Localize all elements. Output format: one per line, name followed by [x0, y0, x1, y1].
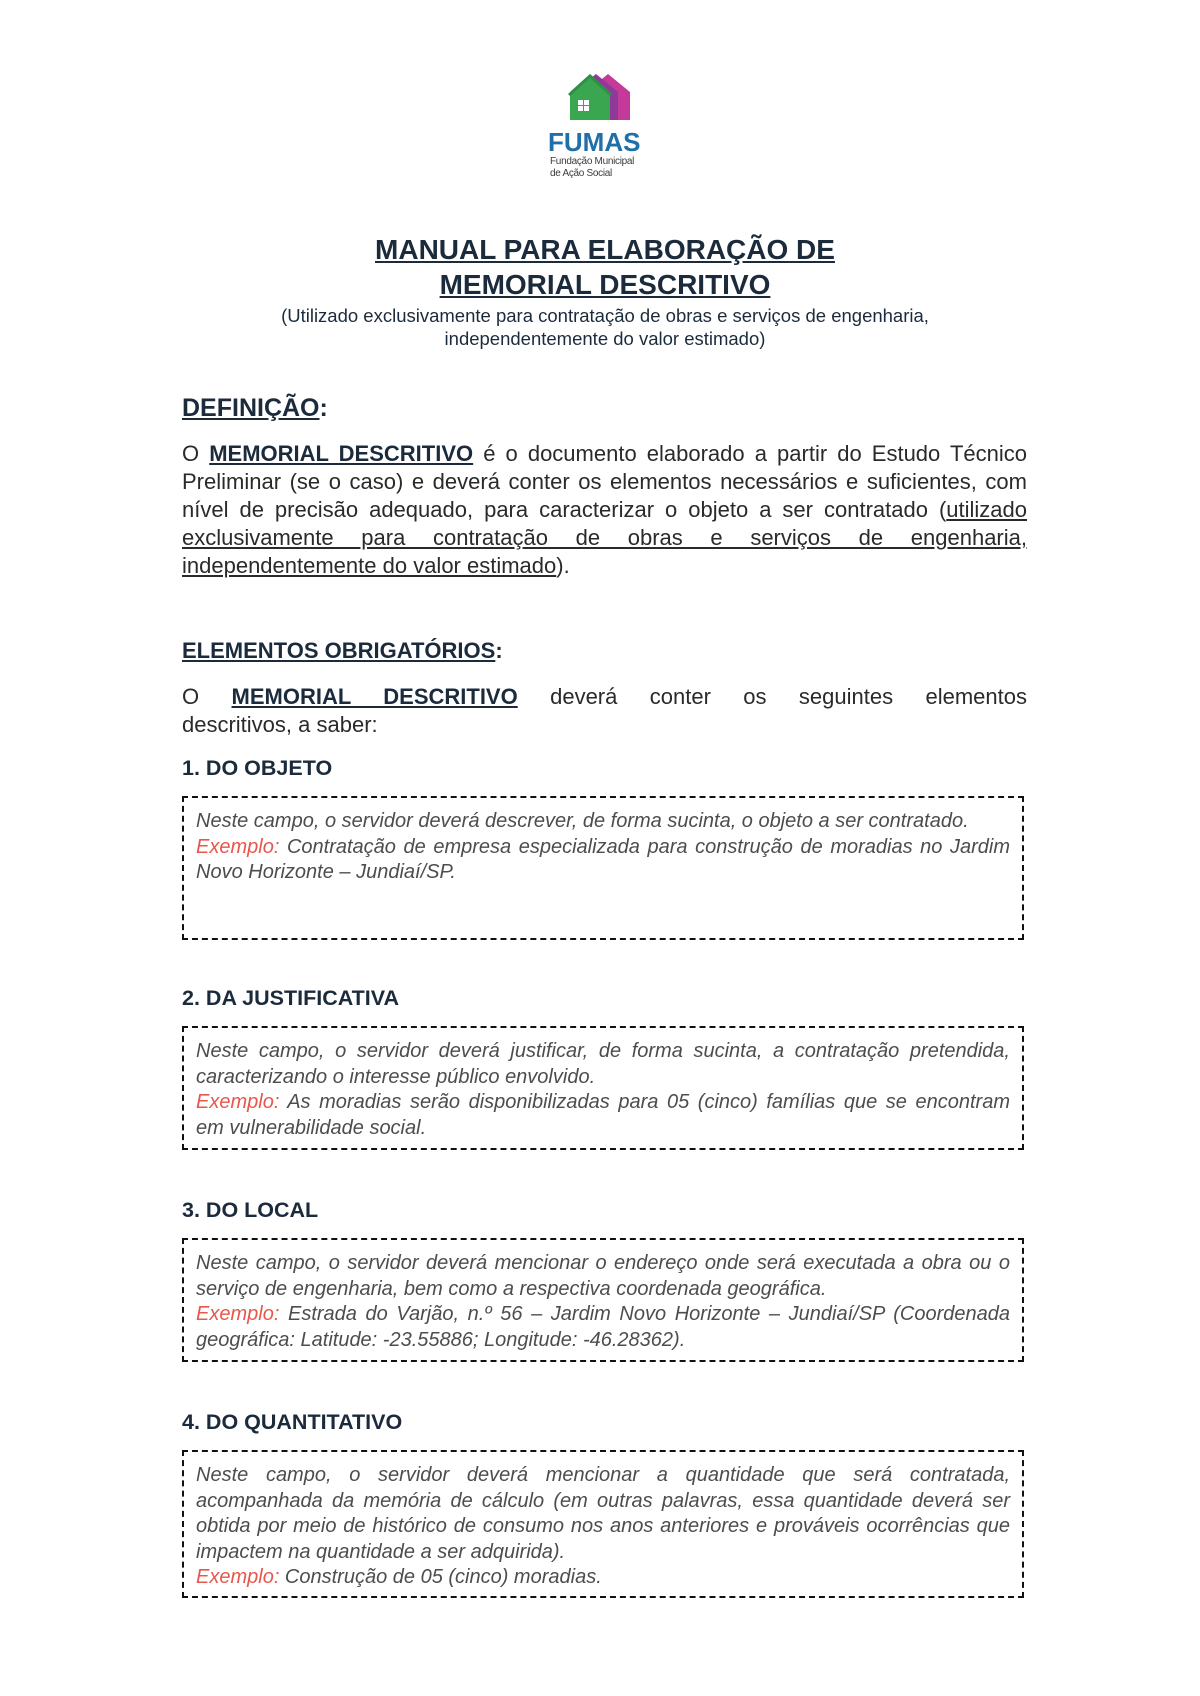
elements-paragraph: [182, 683, 1027, 739]
logo-subtitle: [550, 156, 634, 180]
elements-text-bold: MEMORIAL DESCRITIVO: [231, 684, 518, 709]
logo-wordmark: FUMAS: [548, 127, 641, 157]
definition-text-prefix: O: [182, 441, 210, 466]
elements-text-prefix: O: [182, 684, 232, 709]
elements-heading-text: ELEMENTOS OBRIGATÓRIOS: [182, 638, 496, 663]
section-instruction: Neste campo, o servidor deverá descrever, de forma sucinta, o objeto a ser contratado.: [196, 810, 969, 832]
document-subtitle-line1: (Utilizado exclusivamente para contratação de obras e serviços de engenharia,: [281, 305, 929, 326]
document-title-line1: MANUAL PARA ELABORAÇÃO DE: [375, 234, 835, 265]
definition-text-bold: MEMORIAL DESCRITIVO: [209, 441, 474, 466]
section-box-quantitativo: [182, 1450, 1024, 1598]
example-text: As moradias serão disponibilizadas para 05 (cinco) famílias que se encontram em vulnerabilidade social.: [196, 1091, 1010, 1139]
example-text: Contratação de empresa especializada para construção de moradias no Jardim Novo Horizonte – Jundiaí/SP.: [196, 835, 1010, 883]
section-box-local: [182, 1238, 1024, 1362]
document-subtitle-line2: independentemente do valor estimado): [444, 328, 766, 349]
elements-text-line1-rest: deverá conter os seguintes elementos: [517, 684, 1027, 709]
definition-paragraph: [182, 440, 1027, 580]
example-label: Exemplo:: [196, 835, 280, 858]
section-heading-quantitativo: [182, 1410, 402, 1435]
section-box-justificativa: [182, 1026, 1024, 1150]
example-label: Exemplo:: [196, 1091, 280, 1113]
section-title: DO LOCAL: [205, 1198, 319, 1222]
section-heading-justificativa: [182, 986, 399, 1011]
section-title: DA JUSTIFICATIVA: [205, 986, 400, 1010]
section-number: 2.: [182, 986, 200, 1010]
houses-icon: [540, 70, 670, 130]
logo-subtitle-line2: de Ação Social: [550, 168, 612, 179]
section-number: 3.: [182, 1198, 200, 1222]
definition-heading-text: DEFINIÇÃO: [182, 394, 320, 422]
elements-paragraph-line1: [182, 683, 1027, 711]
section-instruction: Neste campo, o servidor deverá mencionar a quantidade que será contratada, acompanhada da memória de cálculo (em outras palavras, essa quantidade deverá ser obtida por meio de histórico de consumo nos anos anteriores e prováveis ocorrências que impactem na quantidade a ser adquirida).: [196, 1464, 1010, 1563]
section-number: 4.: [182, 1410, 200, 1434]
section-heading-objeto: [182, 756, 332, 781]
elements-text-line2: descritivos, a saber:: [182, 712, 378, 737]
definition-text-body: é o documento elaborado a partir do Estudo Técnico Preliminar (se o caso) e deverá conter os elementos necessários e suficientes, com nível de precisão adequado, para caracterizar o objeto a ser contratado (: [182, 441, 1027, 522]
definition-text-underlined: utilizado exclusivamente para contratação de obras e serviços de engenharia, independentemente do valor estimado: [182, 497, 1027, 578]
section-instruction: Neste campo, o servidor deverá mencionar o endereço onde será executada a obra ou o serviço de engenharia, bem como a respectiva coordenada geográfica.: [196, 1252, 1010, 1300]
definition-text-end: ).: [556, 553, 570, 578]
document-subtitle: [182, 304, 1028, 350]
section-heading-local: [182, 1198, 318, 1223]
section-instruction: Neste campo, o servidor deverá justificar, de forma sucinta, a contratação pretendida, caracterizando o interesse público envolvido.: [196, 1040, 1010, 1088]
example-text: Estrada do Varjão, n.º 56 – Jardim Novo Horizonte – Jundiaí/SP (Coordenada geográfica: Latitude: -23.55886; Longitude: -46.28362).: [196, 1303, 1010, 1351]
section-title: DO OBJETO: [205, 756, 333, 780]
example-label: Exemplo:: [196, 1566, 280, 1588]
example-label: Exemplo:: [196, 1303, 280, 1325]
definition-heading: [182, 394, 328, 423]
section-title: DO QUANTITATIVO: [205, 1410, 403, 1434]
definition-heading-colon: :: [319, 394, 328, 422]
section-box-objeto: [182, 796, 1024, 940]
elements-heading-colon: :: [495, 638, 503, 663]
elements-heading: [182, 638, 503, 664]
section-number: 1.: [182, 756, 200, 780]
logo-subtitle-line1: Fundação Municipal: [550, 156, 635, 167]
document-title-line2: MEMORIAL DESCRITIVO: [439, 269, 771, 300]
example-text: Construção de 05 (cinco) moradias.: [279, 1566, 602, 1588]
